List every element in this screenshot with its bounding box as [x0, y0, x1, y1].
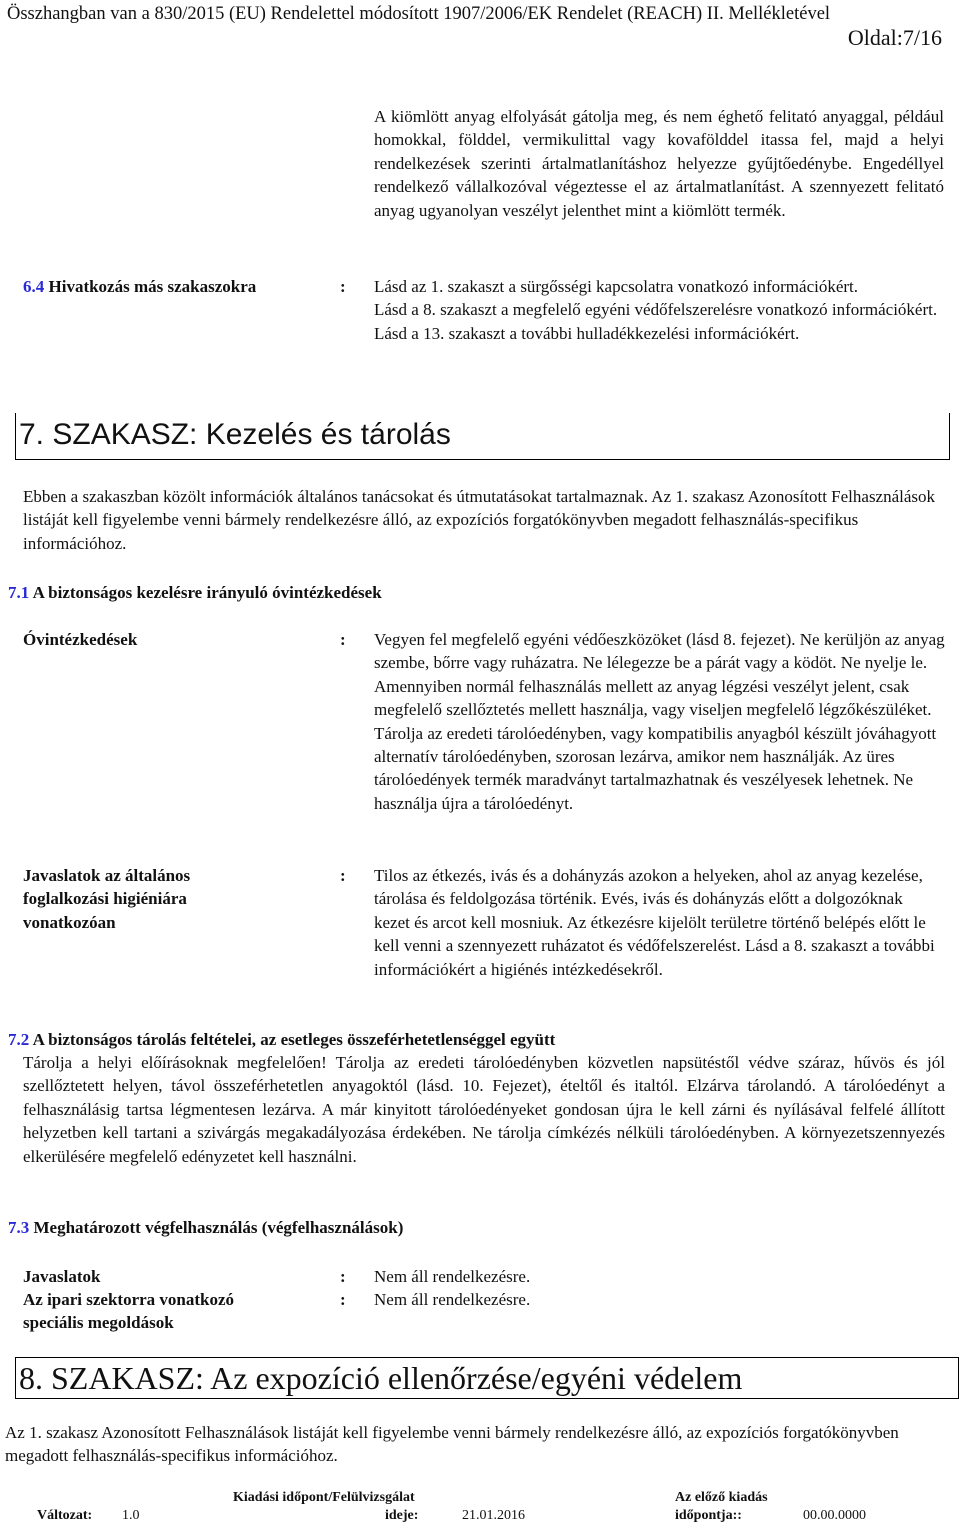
section-number: 6.4: [23, 277, 45, 296]
section-7-2-heading: [8, 1028, 555, 1051]
section-number: 7.2: [8, 1030, 30, 1049]
industrial-label: Az ipari szektorra vonatkozó speciális megoldások: [23, 1290, 235, 1333]
section-7-header: [15, 413, 950, 460]
section-7-1-heading: [8, 581, 382, 604]
previous-issue-label-2: időpontja::: [675, 1508, 742, 1523]
recommendations-value: Nem áll rendelkezésre.: [374, 1267, 531, 1286]
section-6-4-title: Hivatkozás más szakaszokra: [48, 277, 257, 296]
colon: :: [340, 1267, 346, 1286]
section-8-header: [15, 1357, 959, 1399]
section-number: 7.3: [8, 1218, 30, 1237]
ref-section-1: Lásd az 1. szakaszt a sürgősségi kapcsolatra vonatkozó információkért.: [374, 277, 859, 296]
colon: :: [340, 866, 346, 885]
industrial-value: Nem áll rendelkezésre.: [374, 1290, 531, 1309]
section-7-title: 7. SZAKASZ: Kezelés és tárolás: [19, 418, 451, 451]
ref-section-8: Lásd a 8. szakaszt a megfelelő egyéni védőfelszerelésre vonatkozó információkért.: [374, 300, 938, 320]
precautions-label: Óvintézkedések: [23, 630, 138, 649]
colon: :: [340, 277, 346, 296]
previous-issue-value: 00.00.0000: [803, 1508, 866, 1523]
section-7-2-title: A biztonságos tárolás feltételei, az esetleges összeférhetetlenséggel együtt: [32, 1030, 556, 1049]
ref-section-13: Lásd a 13. szakaszt a további hulladékkezelési információkért.: [374, 323, 800, 343]
regulation-header: Összhangban van a 830/2015 (EU) Rendelettel módosított 1907/2006/EK Rendelet (REACH) II. Mellékletével: [7, 4, 831, 24]
storage-text: Tárolja a helyi előírásoknak megfelelően! Tárolja az eredeti tárolóedényben közvetlen napsütéstől védve száraz, hűvös és jól szellőztetett helyen, távol összeférhetetlen anyagoktól (lásd. 10. Fejezet), ételtől és italtól. Elzárva tárolandó. A tárolóedényt a felhasználásig tartsa légmentesen lezárva. A már kinyitott tárolóedényeket gondosan újra le kell zárni és nyílásával felfelé állított helyzetben kell tartani a szivárgás megakadályozása érdekében. Ne tárolja címkézés nélküli tárolóedényben. A környezetszennyezés elkerülésére megfelelő edényzetet kell használni.: [23, 1053, 945, 1166]
issue-date-value: 21.01.2016: [462, 1508, 525, 1523]
colon: :: [340, 1290, 346, 1309]
section-7-intro: Ebben a szakaszban közölt információk általános tanácsokat és útmutatásokat tartalmaznak. Az 1. szakasz Azonosított Felhasználások listáját kell figyelembe venni bármely rendelkezésre álló, az expozíciós forgatókönyvben megadott felhasználás-specifikus információhoz.: [23, 487, 936, 553]
section-7-1-title: A biztonságos kezelésre irányuló óvintézkedések: [32, 583, 382, 602]
section-7-3-heading: [8, 1216, 403, 1239]
colon: :: [340, 630, 346, 649]
section-8-intro: Az 1. szakasz Azonosított Felhasználások listáját kell figyelembe venni bármely rendelkezésre álló, az expozíciós forgatókönyvben megadott felhasználás-specifikus információhoz.: [5, 1423, 899, 1466]
section-number: 7.1: [8, 583, 30, 602]
section-6-4-label: [23, 275, 256, 298]
hygiene-text: Tilos az étkezés, ivás és a dohányzás azokon a helyeken, ahol az anyag kezelése, tárolása és feldolgozása történik. Evés, ivás és dohányzás előtt a dolgozóknak kezet és arcot kell mosniuk. Az étkezésre kijelölt területre történő belépés előtt le kell venni a szennyezett ruházatot és védőfelszerelést. Lásd a 8. szakaszt a további információkért a higiénés intézkedésekről.: [374, 866, 935, 979]
version-value: 1.0: [122, 1508, 140, 1523]
recommendations-label: Javaslatok: [23, 1267, 101, 1286]
spill-cleanup-text: A kiömlött anyag elfolyását gátolja meg, és nem éghető felitató anyaggal, például homokkal, földdel, vermikulittal vagy kovafölddel itassa fel, majd a helyi rendelkezések szerinti ártalmatlanításhoz helyezze gyűjtőedénybe. Engedéllyel rendelkező vállalkozóval végeztesse el az ártalmatlanítást. A szennyezett felitató anyag ugyanolyan veszélyt jelenthet mint a kiömlött termék.: [374, 107, 944, 220]
section-8-title: 8. SZAKASZ: Az expozíció ellenőrzése/egyéni védelem: [19, 1360, 743, 1396]
issue-date-label-2: ideje:: [385, 1508, 419, 1523]
issue-date-label: Kiadási időpont/Felülvizsgálat: [233, 1490, 415, 1505]
page-number: Oldal:7/16: [847, 25, 942, 50]
section-7-3-title: Meghatározott végfelhasználás (végfelhasználások): [33, 1218, 404, 1237]
section-6-4-refs: [374, 275, 944, 345]
precautions-text: Vegyen fel megfelelő egyéni védőeszközöket (lásd 8. fejezet). Ne kerüljön az anyag szembe, bőrre vagy ruházatra. Ne lélegezze be a párát vagy a ködöt. Ne nyelje le. Amennyiben normál felhasználás mellett az anyag légzési veszélyt jelent, csak megfelelő szellőztetés mellett használja, vagy viseljen megfelelő légzőkészüléket. Tárolja az eredeti tárolóedényben, vagy kompatibilis anyagból készült jóváhagyott alternatív tárolóedényben, szorosan lezárva, amikor nem használják. Az üres tárolóedények termék maradványt tartalmazhatnak és veszélyesek lehetnek. Ne használja újra a tárolóedényt.: [374, 630, 945, 813]
previous-issue-label: Az előző kiadás: [675, 1490, 768, 1505]
hygiene-label: Javaslatok az általános foglalkozási higiéniára vonatkozóan: [23, 866, 191, 932]
version-label: Változat:: [37, 1508, 93, 1523]
